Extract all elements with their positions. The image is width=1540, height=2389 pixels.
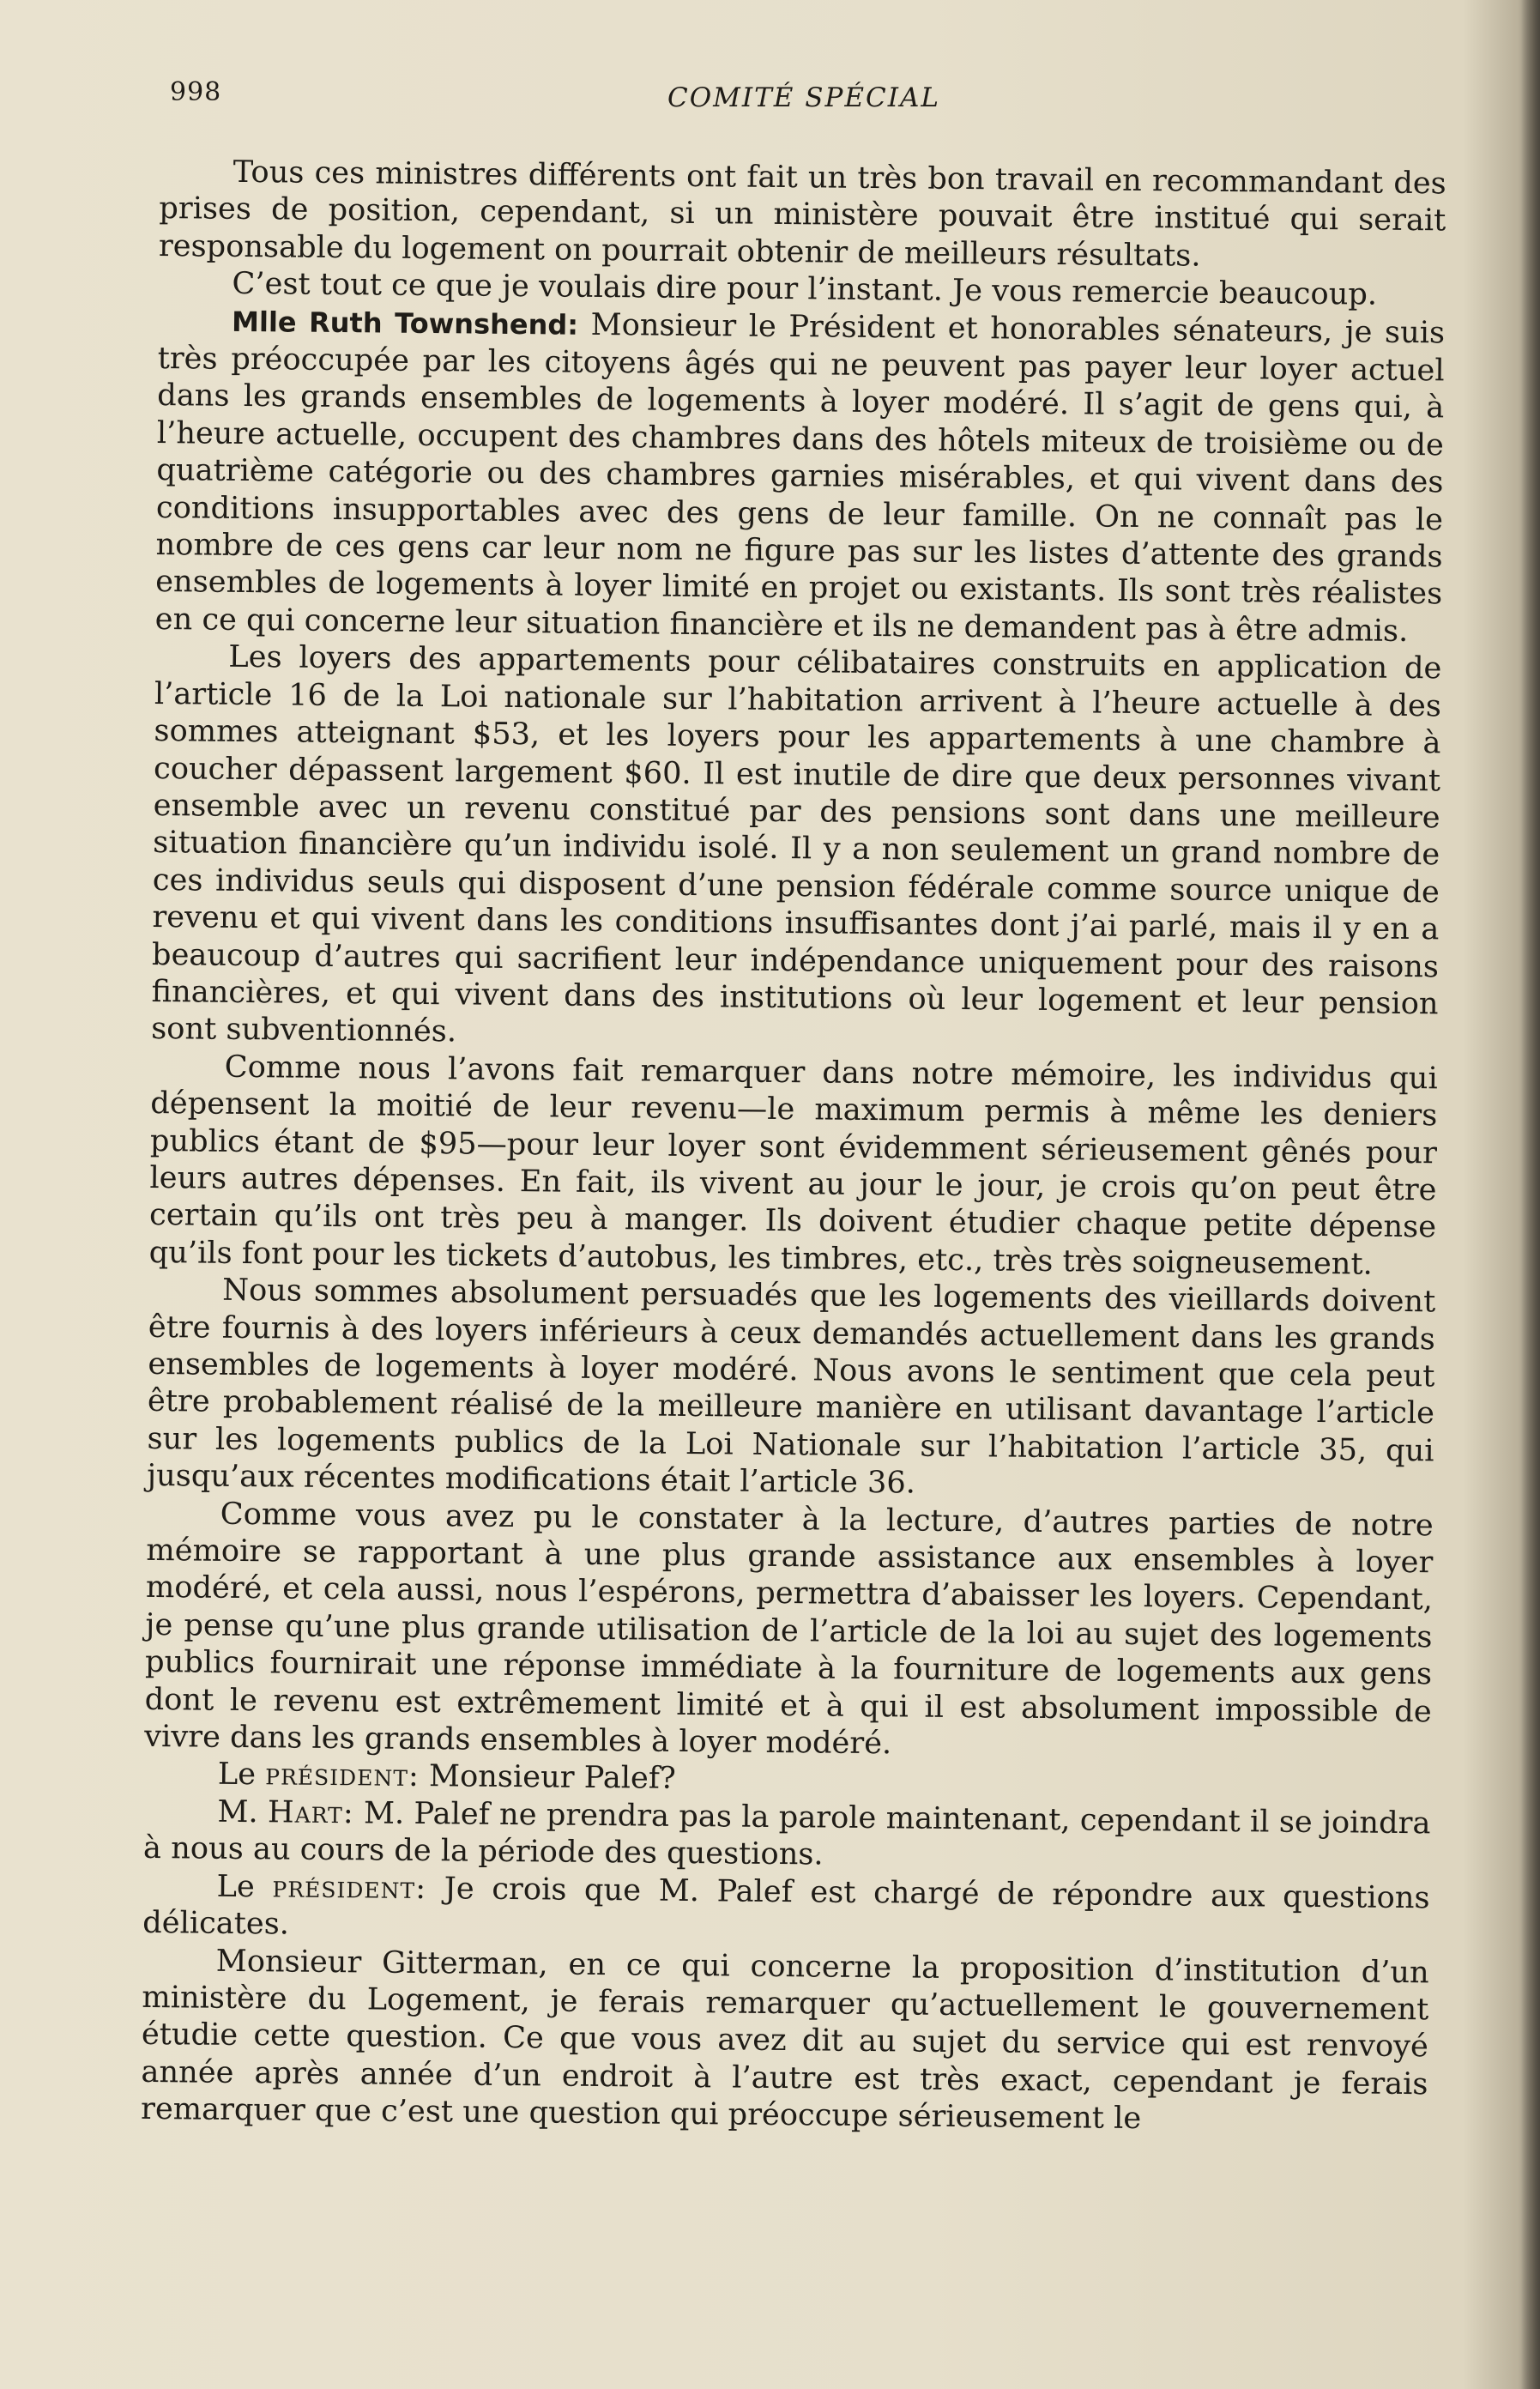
speaker-name: Hart: xyxy=(267,1794,354,1831)
paragraph: Le président: Monsieur Palef? xyxy=(217,1757,676,1797)
paragraph: Le président: Je crois que M. Palef est chargé de répondre aux questions délicates. xyxy=(142,1868,1430,1942)
page-header xyxy=(170,70,1431,122)
paragraph: Nous sommes absolument persuadés que les logements des vieillards doivent être fournis à des loyers inférieurs à ceux demandés actuellement dans les grands ensembles de logements à loyer modéré. Nous avons le sentiment que cela peut être probablement réalisé de la meilleure manière en utilisant davantage l’article sur les logements publics de la Loi Nationale sur l’habitation l’article 35, qui jusqu’aux récentes modifications était l’article 36. xyxy=(147,1272,1436,1501)
paragraph: Comme vous avez pu le constater à la lecture, d’autres parties de notre mémoire se rapportant à une plus grande assistance aux ensembles à loyer modéré, et cela aussi, nous l’espérons, permettra d’abaisser les loyers. Cependant, je pense qu’une plus grande utilisation de l’article de la loi au sujet des logements publics fournirait une réponse immédiate à la fourniture de logements aux gens dont le revenu est extrêmement limité et à qui il est absolument impossible de vivre dans les grands ensembles à loyer modéré. xyxy=(144,1496,1434,1762)
paragraph: C’est tout ce que je voulais dire pour l’instant. Je vous remercie beaucoup. xyxy=(232,266,1378,312)
paragraph: Mlle Ruth Townshend: Monsieur le Président et honorables sénateurs, je suis très préoccupée par les citoyens âgés qui ne peuvent pas payer leur loyer actuel dans les grands ensembles de logements à loyer modéré. Il s’agit de gens qui, à l’heure actuelle, occupent des chambres dans des hôtels miteux de troisième ou de quatrième catégorie ou des chambres garnies misérables, et qui vivent dans des conditions insupportables avec des gens de leur famille. On ne connaît pas le nombre de ces gens car leur nom ne figure pas sur les listes d’attente des grands ensembles de logements à loyer limité en projet ou existants. Ils sont très réalistes en ce qui concerne leur situation financière et ils ne demandent pas à être admis. xyxy=(154,305,1446,649)
speaker-name: président: xyxy=(265,1757,420,1794)
paragraph: Monsieur Gitterman, en ce qui concerne la proposition d’institution d’un ministère du Logement, je ferais remarquer qu’actuellement le gouvernement étudie cette question. Ce que vous avez dit au sujet du service qui est renvoyé année après année d’un endroit à l’autre est très exact, cependant je ferais remarquer que c’est une question qui préoccupe sérieusement le xyxy=(140,1943,1429,2137)
paragraph: Comme nous l’avons fait remarquer dans notre mémoire, les individus qui dépensent la moitié de leur revenu—le maximum permis à même les deniers publics étant de $95—pour leur loyer sont évidemment sérieusement gênés pour leurs autres dépenses. En fait, ils vivent au jour le jour, je crois qu’on peut être certain qu’ils ont très peu à manger. Ils doivent étudier chaque petite dépense qu’ils font pour les tickets d’autobus, les timbres, etc., très très soigneusement. xyxy=(148,1049,1438,1282)
running-title: COMITÉ SPÉCIAL xyxy=(667,82,940,113)
speaker-name: président: xyxy=(272,1869,427,1906)
paragraph: Tous ces ministres différents ont fait un très bon travail en recommandant des prises de position, cependant, si un ministère pouvait être institué qui serait responsable du logement on pourrait obtenir de meilleurs résultats. xyxy=(158,154,1446,274)
body-text xyxy=(141,153,1446,2140)
speaker-name: Mlle Ruth Townshend: xyxy=(231,305,579,342)
page-number: 998 xyxy=(170,77,222,107)
paragraph: Les loyers des appartements pour célibataires construits en application de l’article 16 de la Loi nationale sur l’habitation arrivent à l’heure actuelle à des sommes atteignant $53, et les loyers pour les appartements à une chambre à coucher dépassent largement $60. Il est inutile de dire que deux personnes vivant ensemble avec un revenu constitué par des pensions sont dans une meilleure situation financière qu’un individu isolé. Il y a non seulement un grand nombre de ces individus seuls qui disposent d’une pension fédérale comme source unique de revenu et qui vivent dans les conditions insuffisantes dont j’ai parlé, mais il y en a beaucoup d’autres qui sacrifient leur indépendance uniquement pour des raisons financières, et qui vivent dans des institutions où leur logement et leur pension sont subventionnés. xyxy=(151,639,1442,1049)
spine-shadow xyxy=(1521,0,1540,2389)
paragraph: M. Hart: M. Palef ne prendra pas la parole maintenant, cependant il se joindra à nous au cours de la période des questions. xyxy=(142,1793,1431,1872)
